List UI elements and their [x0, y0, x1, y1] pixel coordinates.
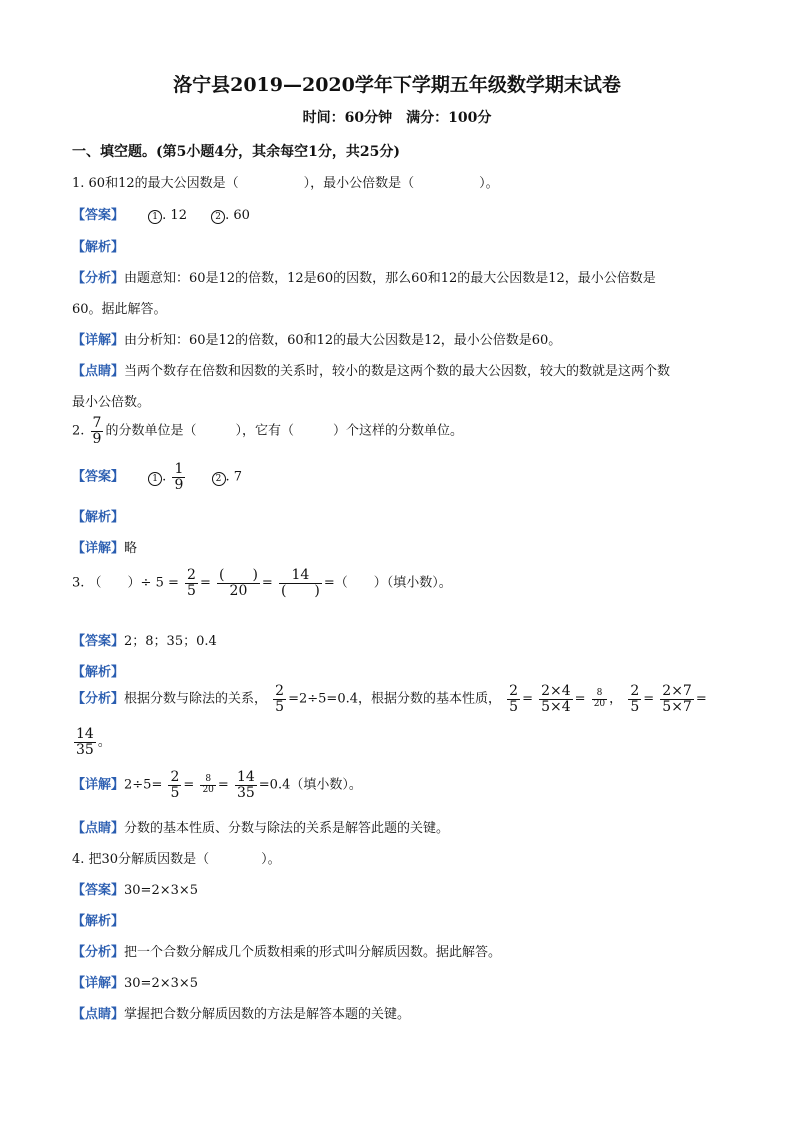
circle-number: 1: [148, 472, 162, 486]
fraction: $\frac{1}{9}$: [174, 461, 184, 493]
q3-analysis-cont: $\frac{14}{35}$ 。: [76, 726, 111, 758]
answer-tag: 【答案】: [72, 208, 125, 223]
q3-detail: 【详解】2÷5= $\frac{2}{5}$ = $\frac{8}{20}$ = $\frac{14}{35}$ =0.4（填小数）。: [72, 769, 362, 801]
q1-answer-2: . 60: [225, 208, 250, 223]
q1-analysis-line2: 60。据此解答。: [72, 302, 167, 317]
circle-number: 2: [212, 472, 226, 486]
q3-answer: 【答案】2；8；35；0.4: [72, 634, 217, 649]
q4-detail: 【详解】30=2×3×5: [72, 976, 199, 991]
fraction: $\frac{7}{9}$: [92, 415, 102, 447]
fraction: $\frac{14}{( )}$: [280, 567, 320, 599]
q1-question: 1. 60和12的最大公因数是（ ），最小公倍数是（ ）。: [72, 176, 499, 191]
q4-analysis-head: 【解析】: [72, 914, 125, 929]
q1-answer: [72, 204, 250, 224]
q3-comment: 【点睛】分数的基本性质、分数与除法的关系是解答此题的关键。: [72, 821, 450, 836]
exam-info: 时间：60分钟 满分：100分: [302, 110, 492, 126]
q4-analysis: 【分析】把一个合数分解成几个质数相乘的形式叫分解质因数。据此解答。: [72, 945, 502, 960]
circle-number: 2: [211, 210, 225, 224]
q1-comment-line2: 最小公倍数。: [72, 395, 151, 410]
q4-comment: 【点睛】掌握把合数分解质因数的方法是解答本题的关键。: [72, 1007, 411, 1022]
q4-answer: 【答案】30=2×3×5: [72, 883, 199, 898]
q3-question: 3. （ ）÷ 5 = $\frac{2}{5}$ = $\frac{( )}{20}$ = $\frac{14}{( )}$ =（ ）（填小数）。: [72, 567, 452, 599]
q1-answer-1: . 12: [162, 208, 187, 223]
q4-question: 4. 把30分解质因数是（ ）。: [72, 852, 281, 867]
q3-analysis: 【分析】根据分数与除法的关系， $\frac{2}{5}$ =2÷5=0.4，根据分数的基本性质， $\frac{2}{5}$ = $\frac{2\times 4}{5\times 4}$ = $\frac{8}{20}$ ， $\frac{2}{5}$ = $\frac{2\times 7}{5\times 7}$ =: [72, 683, 707, 715]
fraction: $\frac{( )}{20}$: [218, 567, 258, 599]
q2-answer: 【答案】 1 . $\frac{1}{9}$ 2 . 7: [72, 461, 243, 493]
q1-analysis-head: 【解析】: [72, 240, 125, 255]
circle-number: 1: [148, 210, 162, 224]
page-title: 洛宁县2019—2020学年下学期五年级数学期末试卷: [173, 74, 621, 96]
q2-analysis-head: 【解析】: [72, 510, 125, 525]
fraction: $\frac{2}{5}$: [187, 567, 196, 599]
q3-analysis-head: 【解析】: [72, 665, 125, 680]
q2-question: 2. $\frac{7}{9}$ 的分数单位是（ ），它有（ ）个这样的分数单位。: [72, 415, 463, 447]
q1-comment-line1: 【点睛】当两个数存在倍数和因数的关系时，较小的数是这两个数的最大公因数，较大的数就是这两个数: [72, 364, 671, 379]
q1-analysis-line1: 【分析】由题意知：60是12的倍数，12是60的因数，那么60和12的最大公因数是12，最小公倍数是: [72, 271, 656, 286]
q1-detail: 【详解】由分析知：60是12的倍数，60和12的最大公因数是12，最小公倍数是60。: [72, 333, 562, 348]
q2-detail: 【详解】略: [72, 541, 138, 556]
section-heading: 一、填空题。(第5小题4分，其余每空1分，共25分): [72, 144, 400, 160]
